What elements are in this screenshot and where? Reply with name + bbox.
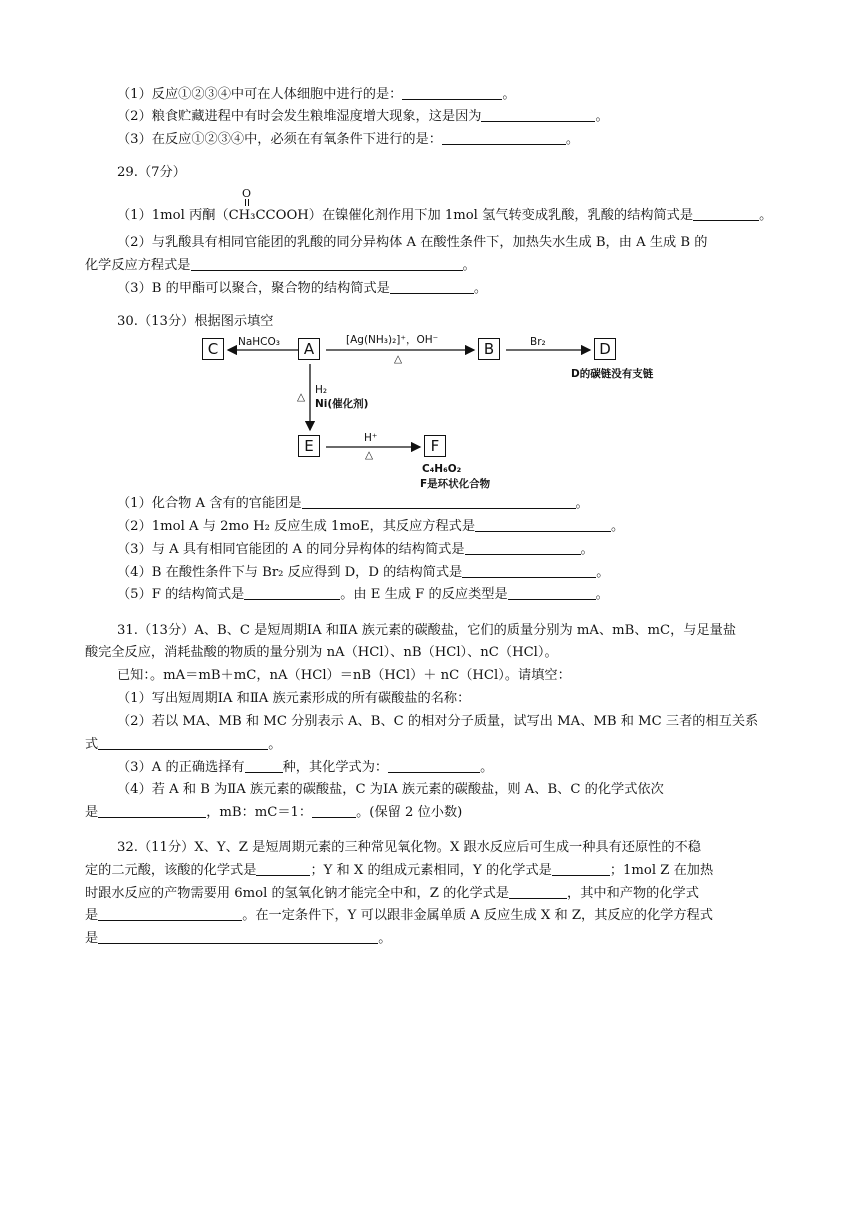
q31-part2-text: 式: [85, 737, 99, 752]
punct: 。: [596, 565, 610, 580]
answer-blank[interactable]: [312, 804, 356, 818]
punct: 。: [268, 737, 282, 752]
q32-line3: [85, 885, 699, 903]
q32-line3-text2: ，其中和产物的化学式: [567, 886, 699, 901]
q31-part3: [117, 759, 493, 777]
compound-e-box: E: [298, 435, 320, 457]
punct: 。: [575, 496, 589, 511]
note-f: F是环状化合物: [420, 478, 491, 490]
q30-part3-text: （3）与 A 具有相同官能团的 A 的同分异构体的结构简式是: [117, 542, 465, 557]
q29-header: 29.（7分）: [117, 165, 186, 180]
q31-line3: 已知：。mA＝mB＋mC，nA（HCl）＝nB（HCl）＋ nC（HCl）。请填空：: [117, 668, 571, 683]
answer-blank[interactable]: [98, 804, 206, 818]
carbonyl-double-bond: [245, 199, 249, 206]
q30-part4: [117, 564, 609, 582]
q30-part5-text: （5）F 的结构简式是: [117, 587, 245, 602]
reagent-ni-catalyst: Ni(催化剂): [315, 398, 369, 410]
note-d: D的碳链没有支链: [571, 368, 654, 380]
q30-part5-text2: 。由 E 生成 F 的反应类型是: [340, 587, 508, 602]
answer-blank[interactable]: [509, 885, 567, 899]
answer-blank[interactable]: [244, 586, 340, 600]
q29-part2-text: 化学反应方程式是: [85, 258, 191, 273]
punct: 。: [502, 87, 516, 102]
q32-line5-text: 是: [85, 931, 99, 946]
q28-part1-text: （1）反应①②③④中可在人体细胞中进行的是：: [117, 87, 403, 102]
q31-part4-text3: 。(保留 2 位小数): [356, 805, 463, 820]
reagent-tollens: [Ag(NH₃)₂]⁺，OH⁻: [346, 334, 439, 346]
q28-part2: [117, 108, 609, 126]
punct: 。: [473, 281, 488, 296]
q28-part2-text: （2）粮食贮藏进程中有时会发生粮堆湿度增大现象，这是因为: [117, 109, 482, 124]
reagent-h-plus: H⁺: [364, 432, 378, 444]
heat-symbol: △: [297, 391, 306, 403]
answer-blank[interactable]: [390, 280, 474, 294]
q31-line1: 31.（13分）A、B、C 是短周期ⅠA 和ⅡA 族元素的碳酸盐，它们的质量分别为 mA、mB、mC，与足量盐: [117, 623, 737, 638]
compound-a-box: A: [298, 338, 320, 360]
q31-part1: （1）写出短周期ⅠA 和ⅡA 族元素形成的所有碳酸盐的名称：: [117, 691, 471, 706]
q30-part3: [117, 541, 594, 559]
q32-line2-text3: ；1mol Z 在加热: [609, 863, 714, 878]
q32-line2-text2: ；Y 和 X 的组成元素相同，Y 的化学式是: [310, 863, 552, 878]
q32-line2: [85, 862, 713, 880]
q32-line4-text: 是: [85, 908, 99, 923]
compound-c-box: C: [202, 338, 224, 360]
q30-part2-text: （2）1mol A 与 2mo H₂ 反应生成 1moE，其反应方程式是: [117, 519, 476, 534]
formula-f: C₄H₆O₂: [422, 463, 462, 475]
q31-part4-line2: [85, 804, 462, 822]
reagent-nahco3: NaHCO₃: [238, 336, 280, 348]
q30-part2: [117, 518, 624, 536]
punct: 。: [480, 760, 494, 775]
answer-blank[interactable]: [256, 862, 310, 876]
q31-part4-text: 是: [85, 805, 99, 820]
punct: 。: [580, 542, 594, 557]
punct: 。: [378, 931, 392, 946]
heat-symbol: △: [365, 449, 374, 461]
heat-symbol: △: [394, 353, 403, 365]
q30-part1: [117, 495, 589, 513]
q31-line2: 酸完全反应，消耗盐酸的物质的量分别为 nA（HCl）、nB（HCl）、nC（HCl）。: [85, 645, 558, 660]
answer-blank[interactable]: [465, 541, 581, 555]
q32-line4: [85, 907, 713, 925]
compound-f-box: F: [424, 435, 446, 457]
answer-blank[interactable]: [191, 257, 463, 271]
carbonyl-oxygen: O: [242, 187, 252, 200]
answer-blank[interactable]: [245, 759, 283, 773]
answer-blank[interactable]: [402, 86, 502, 100]
answer-blank[interactable]: [552, 862, 610, 876]
answer-blank[interactable]: [693, 207, 759, 221]
q31-part2-line1: （2）若以 MA、MB 和 MC 分别表示 A、B、C 的相对分子质量，试写出 MA、MB 和 MC 三者的相互关系: [117, 714, 759, 729]
reagent-h2: H₂: [315, 384, 328, 396]
punct: 。: [595, 109, 609, 124]
compound-b-box: B: [478, 338, 500, 360]
q31-part4-text2: ，mB：mC＝1：: [206, 805, 313, 820]
reaction-scheme-diagram: [198, 332, 663, 492]
q30-part4-text: （4）B 在酸性条件下与 Br₂ 反应得到 D，D 的结构简式是: [117, 565, 463, 580]
answer-blank[interactable]: [302, 495, 576, 509]
answer-blank[interactable]: [442, 131, 566, 145]
punct: 。: [462, 258, 476, 273]
q30-header: 30.（13分）根据图示填空: [117, 314, 274, 329]
punct: 。: [595, 587, 609, 602]
compound-d-box: D: [594, 338, 616, 360]
q31-part2-line2: [85, 736, 281, 754]
answer-blank[interactable]: [98, 930, 378, 944]
q28-part1: [117, 86, 516, 104]
q28-part3-text: （3）在反应①②③④中，必须在有氧条件下进行的是：: [117, 132, 442, 147]
q29-part3-text: （3）B 的甲酯可以聚合，聚合物的结构简式是: [117, 281, 390, 296]
answer-blank[interactable]: [475, 518, 611, 532]
q31-part4-line1: （4）若 A 和 B 为ⅡA 族元素的碳酸盐，C 为ⅠA 族元素的碳酸盐，则 A、B、C 的化学式依次: [117, 782, 664, 797]
q32-line1: 32.（11分）X、Y、Z 是短周期元素的三种常见氧化物。X 跟水反应后可生成一种具有还原性的不稳: [117, 840, 701, 855]
q29-part2-line1: （2）与乳酸具有相同官能团的乳酸的同分异构体 A 在酸性条件下，加热失水生成 B，由 A 生成 B 的: [117, 235, 708, 250]
q32-line5: [85, 930, 391, 948]
answer-blank[interactable]: [481, 108, 595, 122]
q29-part1-text: （1）1mol 丙酮（CH₃CCOOH）在镍催化剂作用下加 1mol 氢气转变成乳酸，乳酸的结构简式是: [117, 208, 694, 223]
punct: 。: [611, 519, 625, 534]
answer-blank[interactable]: [462, 564, 596, 578]
q29-part1: [117, 207, 772, 225]
q29-part2-line2: [85, 257, 476, 275]
q32-line2-text: 定的二元酸，该酸的化学式是: [85, 863, 257, 878]
q30-part1-text: （1）化合物 A 含有的官能团是: [117, 496, 302, 511]
punct: 。: [565, 132, 580, 147]
answer-blank[interactable]: [508, 586, 596, 600]
q31-part3-text: （3）A 的正确选择有: [117, 760, 245, 775]
answer-blank[interactable]: [388, 759, 480, 773]
punct: 。: [759, 208, 773, 223]
q32-line4-text2: 。在一定条件下，Y 可以跟非金属单质 A 反应生成 X 和 Z，其反应的化学方程式: [242, 908, 713, 923]
reagent-br2: Br₂: [530, 336, 546, 348]
q31-part3-text2: 种，其化学式为：: [282, 760, 389, 775]
answer-blank[interactable]: [98, 907, 242, 921]
q32-line3-text: 时跟水反应的产物需要用 6mol 的氢氧化钠才能完全中和，Z 的化学式是: [85, 886, 510, 901]
answer-blank[interactable]: [98, 736, 268, 750]
q28-part3: [117, 131, 579, 149]
q29-part3: [117, 280, 487, 298]
q30-part5: [117, 586, 609, 604]
